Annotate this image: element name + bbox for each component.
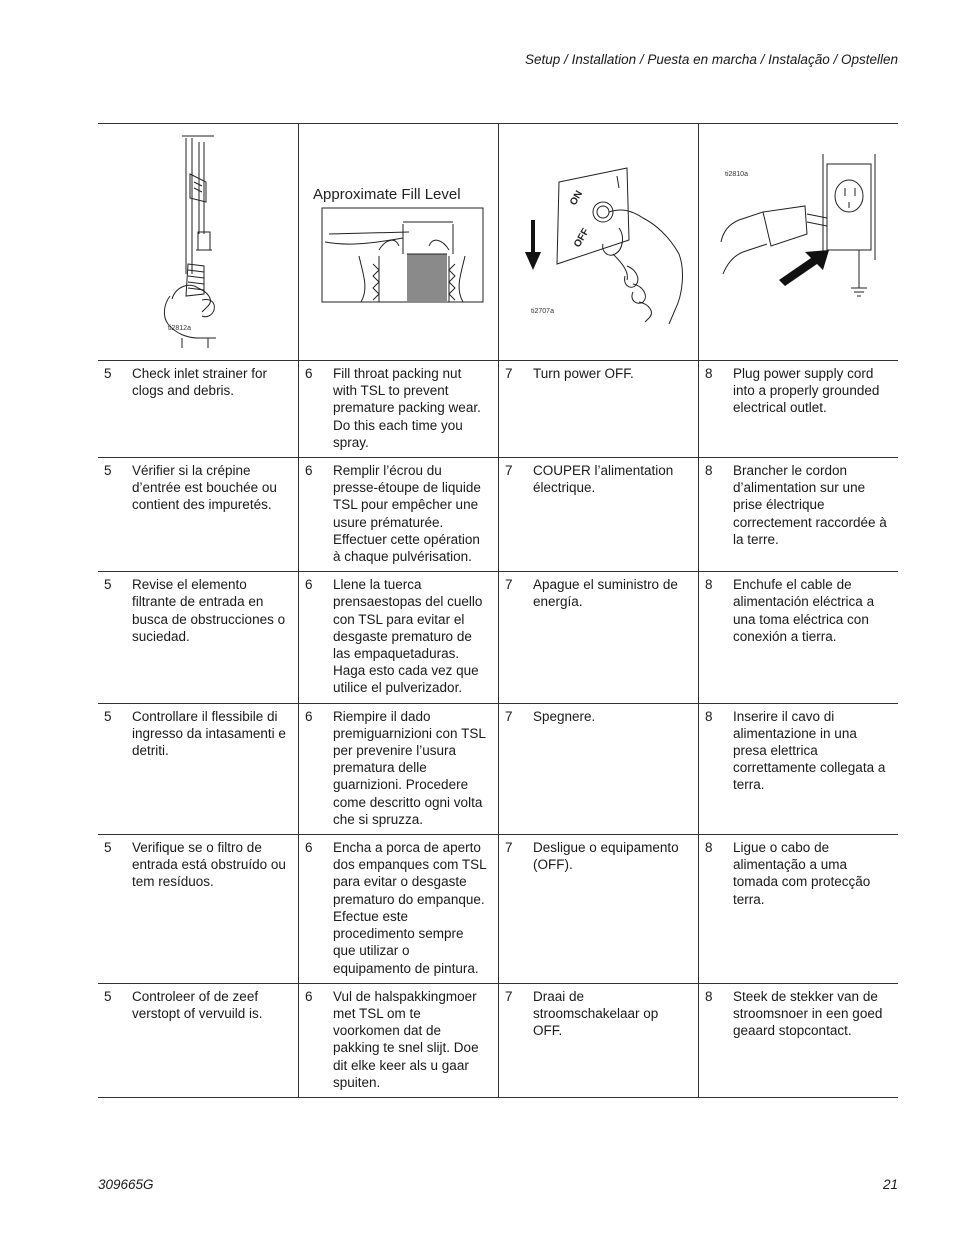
step-row-english [98, 361, 898, 458]
figure-cell-fill-level [298, 124, 498, 360]
step-number: 7 [505, 840, 513, 856]
step-cell [98, 458, 298, 571]
step-text: Verifique se o filtro de entrada está obstruído ou tem resíduos. [132, 840, 286, 890]
step-cell [498, 458, 698, 571]
step-text: Steek de stekker van de stroomsnoer in een goed geaard stopcontact. [733, 988, 883, 1039]
step-number: 8 [705, 840, 713, 856]
step-number: 5 [104, 840, 112, 856]
step-cell [98, 984, 298, 1097]
step-row-portuguese [98, 835, 898, 984]
step-cell [498, 361, 698, 457]
page-number: 21 [882, 1177, 898, 1192]
figure-cell-plug [698, 124, 898, 360]
step-number: 8 [705, 577, 713, 593]
step-number: 6 [305, 840, 313, 856]
step-text: Revise el elemento filtrante de entrada en busca de obstrucciones o suciedad. [132, 577, 286, 644]
plug-outlet-illustration [699, 124, 899, 360]
step-cell [298, 572, 498, 702]
step-text: Brancher le cordon d’alimentation sur une prise électrique correctement raccordée à la terre. [733, 463, 887, 547]
step-cell [698, 984, 898, 1097]
step-row-dutch [98, 984, 898, 1098]
step-text: Desligue o equipamento (OFF). [533, 840, 679, 873]
step-number: 6 [305, 708, 313, 724]
step-text: Vérifier si la crépine d’entrée est bouchée ou contient des impuretés. [132, 463, 277, 513]
step-cell [698, 835, 898, 983]
step-cell [98, 361, 298, 457]
figure-cell-power-off [498, 124, 698, 360]
step-cell [698, 704, 898, 834]
strainer-illustration [98, 124, 298, 360]
step-number: 7 [505, 708, 513, 724]
figure-row [98, 124, 898, 361]
step-cell [498, 572, 698, 702]
step-text: Check inlet strainer for clogs and debris. [132, 366, 268, 399]
step-text: Inserire il cavo di alimentazione in una presa elettrica correttamente collegata a terra. [733, 708, 886, 793]
step-cell [98, 572, 298, 702]
step-text: Fill throat packing nut with TSL to prevent premature packing wear. Do this each time you spray. [333, 366, 481, 450]
step-cell [698, 458, 898, 571]
step-text: Vul de halspakkingmoer met TSL om te voorkomen dat de pakking te snel slijt. Doe dit elke keer als u gaar spuiten. [333, 988, 479, 1090]
step-cell [298, 835, 498, 983]
strainer-figure-tag: ti2812a [168, 325, 191, 332]
step-text: Riempire il dado premiguarnizioni con TSL per prevenire l’usura prematura delle guarnizioni. Procedere come descritto ogni volta che si spruzza. [333, 708, 486, 827]
step-number: 8 [705, 708, 713, 724]
step-number: 6 [305, 577, 313, 593]
step-cell [698, 361, 898, 457]
step-cell [298, 458, 498, 571]
step-number: 7 [505, 577, 513, 593]
step-text: COUPER l’alimentation électrique. [533, 463, 674, 496]
step-number: 6 [305, 988, 313, 1004]
step-cell [698, 572, 898, 702]
step-number: 5 [104, 577, 112, 593]
power-figure-tag: ti2707a [531, 308, 554, 315]
step-text: Draai de stroomschakelaar op OFF. [533, 988, 659, 1039]
step-text: Turn power OFF. [533, 366, 634, 381]
fill-level-label: Approximate Fill Level [313, 186, 461, 203]
step-number: 5 [104, 708, 112, 724]
step-number: 5 [104, 366, 112, 381]
step-text: Plug power supply cord into a properly grounded electrical outlet. [733, 366, 880, 416]
step-text: Encha a porca de aperto dos empanques com TSL para evitar o desgaste prematuro do empanque. Efectue este procedimento sempre que utilizar o equipamento de pintura. [333, 840, 487, 976]
step-cell [498, 835, 698, 983]
step-text: Apague el suministro de energía. [533, 577, 678, 610]
step-number: 6 [305, 366, 313, 381]
step-text: Spegnere. [533, 708, 596, 724]
instruction-table [98, 123, 898, 1098]
step-number: 7 [505, 463, 513, 479]
step-cell [498, 704, 698, 834]
step-number: 7 [505, 988, 513, 1004]
step-cell [498, 984, 698, 1097]
step-number: 8 [705, 463, 713, 479]
step-number: 6 [305, 463, 313, 479]
step-number: 5 [104, 988, 112, 1004]
off-label: OFF [572, 226, 592, 250]
step-text: Llene la tuerca prensaestopas del cuello con TSL para evitar el desgaste prematuro de las empaquetaduras. Haga esto cada vez que utilice el pulverizador. [333, 577, 483, 696]
step-text: Controleer of de zeef verstopt of vervuild is. [132, 988, 263, 1021]
step-number: 8 [705, 366, 713, 381]
step-cell [298, 984, 498, 1097]
step-cell [298, 361, 498, 457]
step-cell [98, 835, 298, 983]
packing-nut-illustration [299, 124, 499, 360]
step-number: 5 [104, 463, 112, 479]
step-row-french [98, 458, 898, 572]
step-row-spanish [98, 572, 898, 703]
step-text: Enchufe el cable de alimentación eléctrica a una toma eléctrica con conexión a tierra. [733, 577, 875, 644]
plug-figure-tag: ti2810a [725, 171, 748, 178]
on-label: ON [568, 189, 586, 208]
step-cell [298, 704, 498, 834]
step-text: Controllare il flessibile di ingresso da intasamenti e detriti. [132, 708, 286, 759]
step-number: 7 [505, 366, 513, 381]
step-text: Remplir l’écrou du presse-étoupe de liquide TSL pour empêcher une usure prématurée. Effectuer cette opération à chaque pulvérisation. [333, 463, 481, 565]
step-text: Ligue o cabo de alimentação a uma tomada com protecção terra. [733, 840, 871, 907]
page-header: Setup / Installation / Puesta en marcha / Instalação / Opstellen [525, 52, 898, 67]
step-number: 8 [705, 988, 713, 1004]
figure-cell-strainer [98, 124, 298, 360]
document-number: 309665G [98, 1177, 154, 1192]
step-cell [98, 704, 298, 834]
power-switch-illustration [499, 124, 699, 360]
step-row-italian [98, 704, 898, 835]
